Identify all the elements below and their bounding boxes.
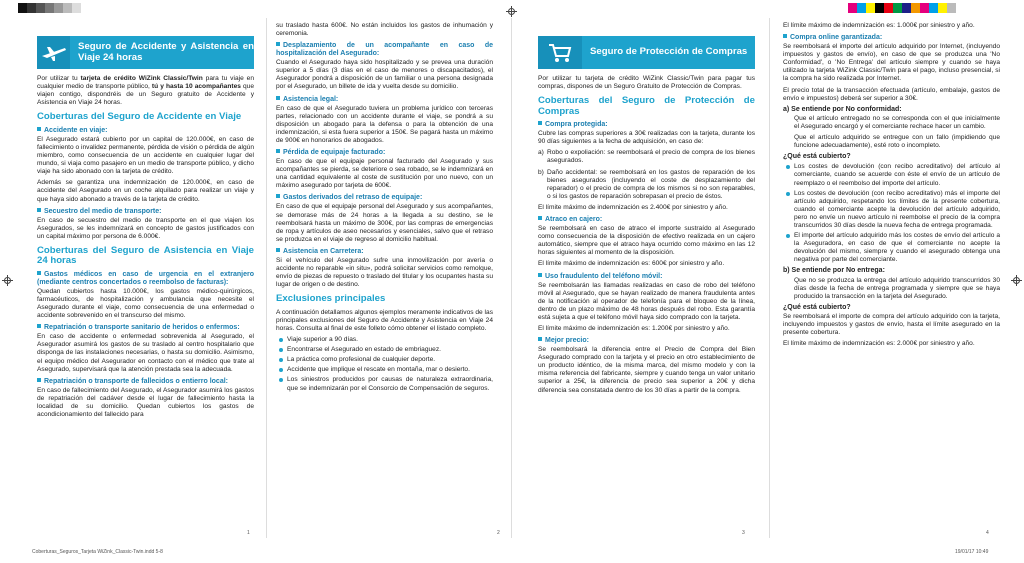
lettered-item: b) Daño accidental: se reembolsará en los gastos de reparación de los bienes asegurados (incluyendo el coste de desplazamiento del reparador) o el precio de compra de los mismos si no son reparables, o si los gastos de reparación sobrepasan el precio de éstos.: [538, 168, 755, 200]
paragraph: En caso de fallecimiento del Asegurado, el Asegurador asumirá los gastos de repatriación del cadáver desde el lugar de fallecimiento hasta la localidad de su domicilio. Quedan cubiertos los gastos de acondicionamiento del fallecido para: [37, 386, 254, 419]
page-number: 2: [497, 530, 500, 536]
paragraph: Cuando el Asegurado haya sido hospitalizado y se prevea una duración superior a 5 días (3 días en el caso de menores o discapacitados), el Asegurador pondrá a disposición de un familiar o una persona designada por el Asegurado, un billete de ida y vuelta desde su domicilio.: [276, 59, 493, 91]
page-1: [37, 36, 254, 422]
color-swatch: [81, 3, 90, 13]
paragraph: Se reembolsará el importe de compra del artículo adquirido con la tarjeta, incluyendo impuestos y gastos de envío, hasta el límite asegurado en la presente cobertura.: [783, 312, 1000, 337]
paragraph: El Asegurado estará cubierto por un capital de 120.000€, en caso de fallecimiento o invalidez permanente, pérdida de visión o pérdida de algún miembro, como consecuencia de un accidente en cualquier lugar del mundo, si viaja como pasajero en un medio de transporte público, y dicho viaje ha sido abonado con la tarjeta de crédito.: [37, 135, 254, 176]
subsection-heading: Pérdida de equipaje facturado:: [276, 149, 493, 157]
list-item: Los costes de devolución (con recibo acreditativo) del artículo al comerciante, cuando se acuerde con éste el envío de un artículo de reemplazo o el reembolso del importe del artículo.: [794, 163, 1000, 187]
paragraph: Si el vehículo del Asegurado sufre una inmovilización por avería o accidente no reparable «in situ», podrá solicitar servicios como remolque, envío de piezas de repuesto o traslado del titular y los ocupantes hasta su lugar de origen o de destino.: [276, 256, 493, 289]
color-swatch: [929, 3, 938, 13]
color-swatch: [875, 3, 884, 13]
color-swatch: [54, 3, 63, 13]
paragraph: Se reembolsará el importe del artículo adquirido por Internet, (incluyendo impuestos y gastos de envío), en caso de que se produzca una 'No Conformidad', o 'No Entrega' del artículo siempre y cuando se haya utilizado la tarjeta WiZink Classic/Twin para el pago, incluso presencial, si la compra ha sido realizada por Internet.: [783, 43, 1000, 83]
page-3: [538, 36, 755, 398]
paragraph: En caso de accidente o enfermedad sobrevenida al Asegurado, el Asegurador asumirá los gastos de su traslado al centro hospitalario que disponga de las instalaciones necesarias, o hasta su domicilio. Asimismo, el equipo médico del Asegurador en contacto con el médico que trate al Asegurado, supervisará que la atención prestada sea la adecuada.: [37, 333, 254, 373]
paragraph: su traslado hasta 600€. No están incluidos los gastos de inhumación y ceremonia.: [276, 22, 493, 38]
paragraph: El límite máximo de indemnización es: 2.000€ por siniestro y año.: [783, 340, 975, 348]
paragraph: El límite máximo de indemnización es: 1.000€ por siniestro y año.: [783, 22, 975, 29]
page-number: 3: [742, 530, 745, 536]
subsection-heading: Mejor precio:: [538, 337, 755, 345]
registration-mark-top: [506, 6, 517, 17]
shopping-cart-icon: [538, 36, 582, 69]
color-swatch: [902, 3, 911, 13]
list-item: La práctica como profesional de cualquier deporte.: [287, 356, 493, 364]
page-number: 1: [247, 530, 250, 536]
cmyk-color-bar: [848, 3, 956, 13]
subheading: a) Se entiende por No conformidad:: [783, 105, 902, 113]
paragraph: Que el artículo entregado no se corresponda con el que inicialmente el Asegurado encargó y el comerciante rechace hacer un cambio.: [794, 114, 1000, 130]
intro-paragraph: Por utilizar tu tarjeta de crédito WiZink Classic/Twin para pagar tus compras, dispones de un Seguro Gratuito de Protección de Compras.: [538, 75, 755, 91]
color-swatch: [920, 3, 929, 13]
purchase-protection-banner: [538, 36, 755, 69]
section-heading: Coberturas del Seguro de Protección de Compras: [538, 95, 755, 117]
subsection-heading: Secuestro del medio de transporte:: [37, 208, 254, 216]
registration-mark-right: [1011, 275, 1022, 286]
paragraph: El precio total de la transacción efectuada (artículo, embalaje, gastos de envío e impuestos) deberá ser superior a 30€.: [783, 86, 1000, 102]
list-item: El importe del artículo adquirido más los costes de envío del artículo a la Aseguradora, en caso de que el comerciante no acepte la devolución del mismo, siempre y cuando el asegurado obtenga una negativa por parte del comerciante.: [794, 232, 1000, 264]
banner-title: Seguro de Accidente y Asistencia en Viaje 24 horas: [78, 41, 254, 63]
subsection-heading: Repatriación o transporte sanitario de heridos o enfermos:: [37, 324, 254, 332]
color-swatch: [848, 3, 857, 13]
subsection-heading: Repatriación o transporte de fallecidos o entierro local:: [37, 378, 254, 386]
color-swatch: [884, 3, 893, 13]
color-swatch: [36, 3, 45, 13]
paragraph: En caso de secuestro del medio de transporte en el que viajen los Asegurados, se les indemnizará en concepto de gastos justificados con un capital máximo por persona de 6.000€.: [37, 216, 254, 240]
section-heading: Coberturas del Seguro de Accidente en Viaje: [37, 111, 242, 123]
subsection-heading: Atraco en cajero:: [538, 216, 755, 224]
color-swatch: [72, 3, 81, 13]
subheading: ¿Qué está cubierto?: [783, 153, 851, 161]
page-divider: [769, 18, 770, 538]
subsection-heading: Accidente en viaje:: [37, 127, 254, 135]
subsection-heading: Asistencia legal:: [276, 96, 493, 104]
gray-color-bar: [18, 3, 90, 13]
paragraph: Que el artículo adquirido se entregue con un fallo (impidiendo que funcione adecuadamente), esté roto o incompleto.: [794, 134, 1000, 150]
paragraph: En caso de que el equipaje personal facturado del Asegurado y sus acompañantes se pierda, se deteriore o sea robado, se le indemnizará en una cantidad equivalente al coste de sustitución por uno nuevo, con un máximo asegurado por tarjeta de 600€.: [276, 158, 493, 190]
paragraph: Se reembolsarán las llamadas realizadas en caso de robo del teléfono móvil al Asegurado, que se hayan realizado de manera fraudulenta antes de la notificación al operador de telefonía para el bloqueo de la línea, dentro de un plazo máximo de 48 horas después del robo. Esta garantía está sujeta a que el teléfono móvil haya sido comprado con la tarjeta.: [538, 281, 755, 321]
banner-title: Seguro de Protección de Compras: [590, 46, 748, 58]
color-swatch: [857, 3, 866, 13]
subsection-heading: Gastos derivados del retraso de equipaje:: [276, 194, 493, 202]
color-swatch: [18, 3, 27, 13]
list-item: Viaje superior a 90 días.: [287, 336, 493, 344]
color-swatch: [893, 3, 902, 13]
subsection-heading: Asistencia en Carretera:: [276, 248, 493, 256]
paragraph: A continuación detallamos algunos ejemplos meramente indicativos de las principales exclusiones del Seguro de Accidente y Asistencia en Viaje 24 horas. Consulta al final de este folleto cómo obtener el listado completo.: [276, 308, 493, 332]
accident-insurance-banner: [37, 36, 254, 69]
subsection-heading: Gastos médicos en caso de urgencia en el extranjero (mediante centros concertados o reembolso de facturas):: [37, 270, 254, 286]
paragraph: El límite máximo de indemnización es: 600€ por siniestro y año.: [538, 260, 725, 268]
color-swatch: [947, 3, 956, 13]
page-2: [276, 22, 493, 396]
section-heading: Exclusiones principales: [276, 293, 386, 305]
intro-paragraph: Por utilizar tu tarjeta de crédito WiZink Classic/Twin para tu viaje en cualquier medio de transporte público, tú y hasta 10 acompañantes que viajen contigo, dispondréis de un Seguro gratuito de Accidente y Asistencia en Viaje 24 horas.: [37, 75, 255, 107]
registration-mark-left: [2, 275, 13, 286]
color-swatch: [938, 3, 947, 13]
subsection-heading: Uso fraudulento del teléfono móvil:: [538, 273, 755, 281]
paragraph: Cubre las compras superiores a 30€ realizadas con la tarjeta, durante los 90 días siguientes a la fecha de adquisición, en caso de:: [538, 130, 755, 146]
color-swatch: [866, 3, 875, 13]
paragraph: El límite máximo de indemnización es 2.400€ por siniestro y año.: [538, 203, 728, 211]
file-footer: Coberturas_Seguros_Tarjeta WiZink_Classic-Twin.indd 5-8: [32, 549, 163, 555]
paragraph: En caso de que el Asegurado tuviera un problema jurídico con terceras partes, relacionado con un accidente durante el viaje, se pondrá a su disposición un abogado para la defensa o para la obtención de una indemnización, si esta fuera superior a 150€. Se pagará hasta un máximo de 900€ en honorarios de abogados.: [276, 104, 493, 144]
subsection-heading: Compra protegida:: [538, 121, 755, 129]
subheading: ¿Qué está cubierto?: [783, 303, 851, 311]
page-4: [783, 22, 1000, 351]
section-heading: Coberturas del Seguro de Asistencia en Viaje 24 horas: [37, 244, 254, 267]
paragraph: Se reembolsará la diferencia entre el Precio de Compra del Bien Asegurado comprado con la tarjeta y el precio en otro establecimiento de un producto idéntico, de la misma marca, del mismo modelo y con la misma referencia del fabricante, siempre y cuando tenga un valor unitario superior a 25€, la diferencia de precio sea superior a 20€ y dicha diferencia sea constatada dentro de los 30 días a partir de la compra.: [538, 346, 755, 394]
subsection-heading: Compra online garantizada:: [783, 34, 1000, 42]
color-swatch: [911, 3, 920, 13]
covered-list: [783, 163, 1000, 264]
color-swatch: [63, 3, 72, 13]
lettered-item: a) Robo o expoliación: se reembolsará el precio de compra de los bienes asegurados.: [538, 149, 755, 165]
exclusions-list: [276, 336, 493, 393]
page-divider: [511, 18, 512, 538]
color-swatch: [27, 3, 36, 13]
list-item: Accidente que implique el rescate en montaña, mar o desierto.: [287, 366, 493, 374]
paragraph: Quedan cubiertos hasta 10.000€, los gastos médico-quirúrgicos, farmacéuticos, de hospitalización y ambulancia que necesite el Asegurado durante el viaje, como consecuencia de una enfermedad o accidente sobrevenido en el transcurso del mismo.: [37, 287, 254, 320]
list-item: Encontrarse el Asegurado en estado de embriaguez.: [287, 346, 493, 354]
page-divider: [266, 18, 267, 538]
page-number: 4: [986, 530, 989, 536]
paragraph: Además se garantiza una indemnización de 120.000€, en caso de accidente del Asegurado en un coche alquilado para realizar un viaje y que haya sido abonado a través de la tarjeta de crédito.: [37, 179, 254, 203]
paragraph: En caso de que el equipaje personal del Asegurado y sus acompañantes, se demorase más de 24 horas a la llegada a su destino, se le reembolsará hasta un máximo de 300€, por las compras de emergencias de ropa y artículos de aseo necesarios y esenciales, salvo que el retraso se produzca en el viaje de regreso al domicilio habitual.: [276, 203, 493, 243]
list-item: Los siniestros producidos por causas de naturaleza extraordinaria, que se indemnizarán por el Consorcio de Compensación de seguros.: [287, 376, 493, 392]
color-swatch: [45, 3, 54, 13]
paragraph: Que no se produzca la entrega del artículo adquirido transcurridos 30 días desde la fecha de entrega programada y siempre que se haya producido la transacción en la tarjeta del Asegurado.: [794, 276, 1000, 300]
paragraph: Se reembolsará en caso de atraco el importe sustraído al Asegurado como consecuencia de la disposición de efectivo realizada en un cajero automático, siempre que el atraco haya ocurrido como máximo en las 12 horas siguientes al momento de la disposición.: [538, 225, 755, 257]
subsection-heading: Desplazamiento de un acompañante en caso de hospitalización del Asegurado:: [276, 42, 493, 58]
paragraph: El límite máximo de indemnización es: 1.200€ por siniestro y año.: [538, 324, 730, 332]
airplane-icon: [37, 36, 70, 69]
subheading: b) Se entiende por No entrega:: [783, 267, 885, 275]
date-footer: 19/01/17 10:49: [955, 549, 989, 555]
list-item: Los costes de devolución (con recibo acreditativo) más el importe del artículo adquirido, respetando los límites de la presente cobertura, cuando el comerciante acepte la devolución del artículo adquirido, pero no envíe un nuevo artículo ni reembolse el precio de la compra transcurridos 30 días desde la nueva fecha de entrega programada.: [794, 189, 1000, 229]
